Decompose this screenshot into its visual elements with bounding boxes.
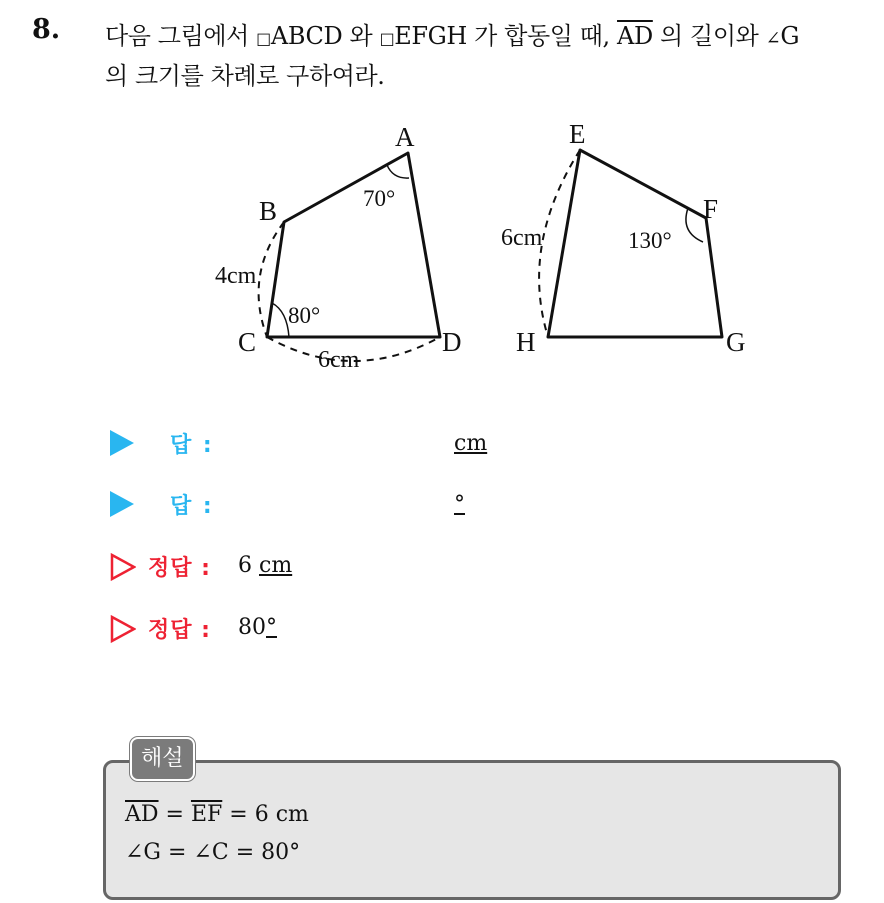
angle-symbol: ∠ [765,28,781,49]
label-c: C [238,327,257,357]
outline-triangle-icon [110,553,136,581]
answer-blank-unit[interactable]: cm [454,430,488,456]
answer-label: 답 : [170,432,214,458]
solution-box [103,760,841,900]
label-e: E [569,119,586,149]
correct-value [238,615,277,640]
correct-unit: ° [266,615,277,640]
question-text-d: 의 길이와 [652,22,766,50]
square-symbol: □ [256,29,271,48]
question-text-b: ABCD 와 [270,22,380,50]
solution-line-2: ∠G = ∠C = 80° [125,840,301,865]
outline-triangle-icon [110,615,136,643]
side-cd-label: 6cm [318,347,360,373]
question-number: 8. [32,14,61,45]
correct-label: 정답 : [148,618,211,643]
angle-a-label: 70° [363,186,396,211]
angle-c-label: 80° [288,303,321,328]
correct-value [238,553,292,578]
label-g: G [726,327,746,357]
segment-ad: $\overline{AD}$ [125,802,159,827]
play-triangle-icon [110,430,134,456]
answer-row-2 [110,487,465,521]
congruent-quadrilaterals-figure [0,0,884,400]
correct-unit: cm [259,553,293,578]
label-h: H [516,327,536,357]
correct-number: 80 [238,615,266,640]
label-a: A [395,122,415,152]
question-text-c: EFGH 가 합동일 때, [394,22,618,50]
side-bc-label: 4cm [215,263,257,289]
angle-f-label: 130° [628,228,672,253]
label-f: F [703,194,719,224]
segment-ad: $\overline{AD}$ [617,22,653,50]
side-eh-label: 6cm [501,225,543,251]
solution-rest: = 6 cm [222,802,309,827]
answer-label: 답 : [170,493,214,519]
question-text-e: G [780,22,800,50]
square-symbol: □ [379,29,395,48]
angle-a-arc [387,165,409,178]
play-triangle-icon [110,491,134,517]
solution-tag: 해설 [130,737,195,781]
answer-row-1 [110,426,488,460]
label-b: B [259,196,278,226]
correct-number: 6 [238,553,252,578]
solution-line-1 [125,802,309,827]
angle-c-arc [272,303,289,337]
segment-ef: $\overline{EF}$ [190,802,223,827]
label-d: D [442,327,462,357]
correct-label: 정답 : [148,556,211,581]
question-line-2: 의 크기를 차례로 구하여라. [105,62,385,90]
equals: = [158,802,191,827]
answer-blank-unit[interactable]: ° [454,491,465,517]
question-text-a: 다음 그림에서 [105,22,257,50]
